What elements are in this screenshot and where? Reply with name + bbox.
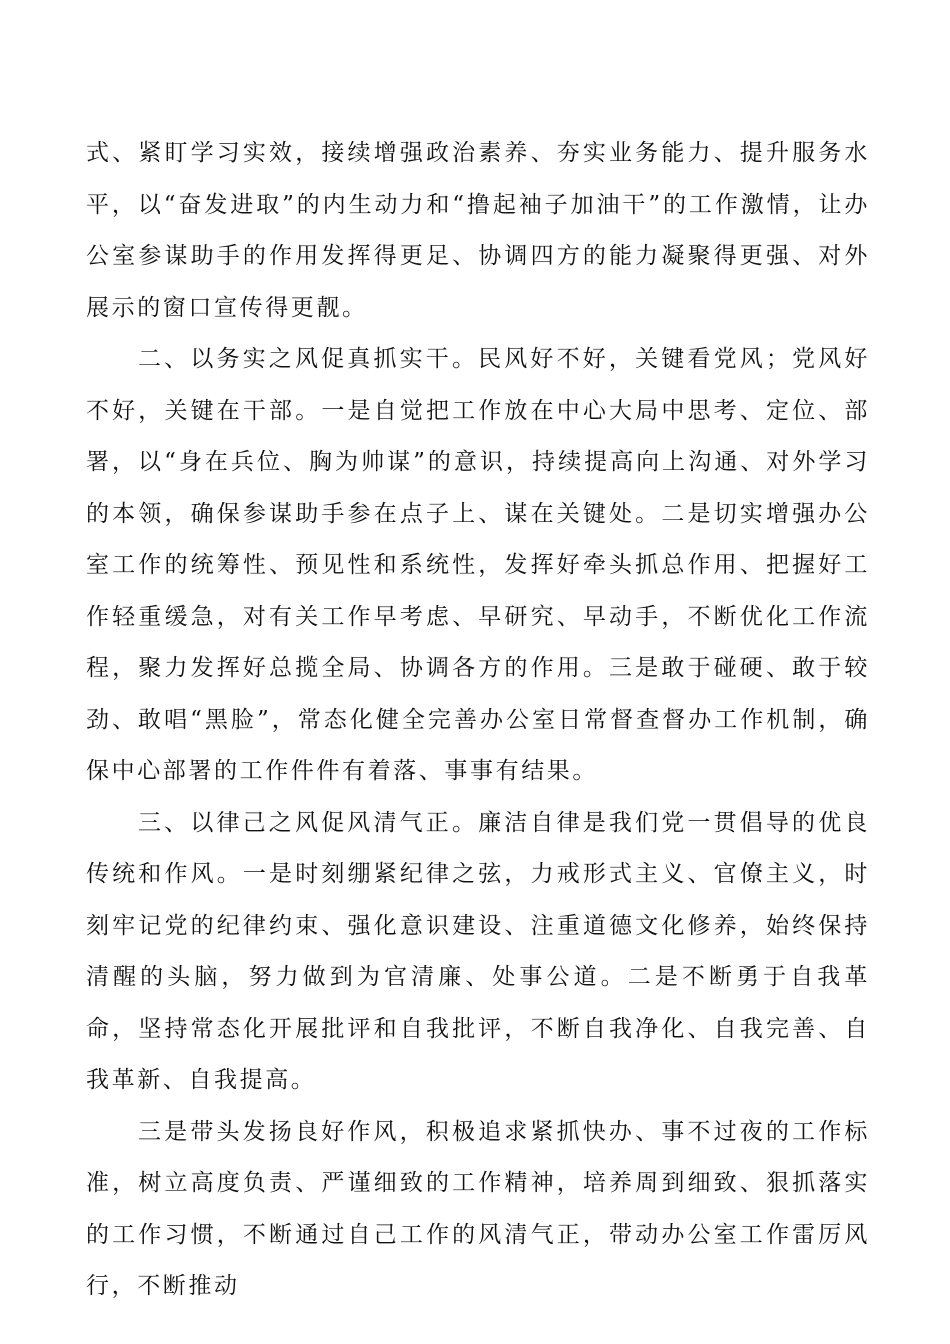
paragraph-1: 式、紧盯学习实效，接续增强政治素养、夯实业务能力、提升服务水平，以“奋发进取”的内生动力和“撸起袖子加油干”的工作激情，让办公室参谋助手的作用发挥得更足、协调四方的能力凝聚得更强、对外展示的窗口宣传得更靓。 <box>86 140 870 321</box>
document-body <box>86 128 870 1313</box>
paragraph-2: 二、以务实之风促真抓实干。民风好不好，关键看党风；党风好不好，关键在干部。一是自觉把工作放在中心大局中思考、定位、部署，以“身在兵位、胸为帅谋”的意识，持续提高向上沟通、对外学习的本领，确保参谋助手参在点子上、谋在关键处。二是切实增强办公室工作的统筹性、预见性和系统性，发挥好牵头抓总作用、把握好工作轻重缓急，对有关工作早考虑、早研究、早动手，不断优化工作流程，聚力发挥好总揽全局、协调各方的作用。三是敢于碰硬、敢于较劲、敢唱“黑脸”，常态化健全完善办公室日常督查督办工作机制，确保中心部署的工作件件有着落、事事有结果。 <box>86 346 870 784</box>
paragraph-3: 三、以律己之风促风清气正。廉洁自律是我们党一贯倡导的优良传统和作风。一是时刻绷紧纪律之弦，力戒形式主义、官僚主义，时刻牢记党的纪律约束、强化意识建设、注重道德文化修养，始终保持清醒的头脑，努力做到为官清廉、处事公道。二是不断勇于自我革命，坚持常态化开展批评和自我批评，不断自我净化、自我完善、自我革新、自我提高。 <box>86 809 870 1093</box>
paragraph-4: 三是带头发扬良好作风，积极追求紧抓快办、事不过夜的工作标准，树立高度负责、严谨细致的工作精神，培养周到细致、狠抓落实的工作习惯，不断通过自己工作的风清气正，带动办公室工作雷厉风行，不断推动 <box>86 1118 870 1299</box>
